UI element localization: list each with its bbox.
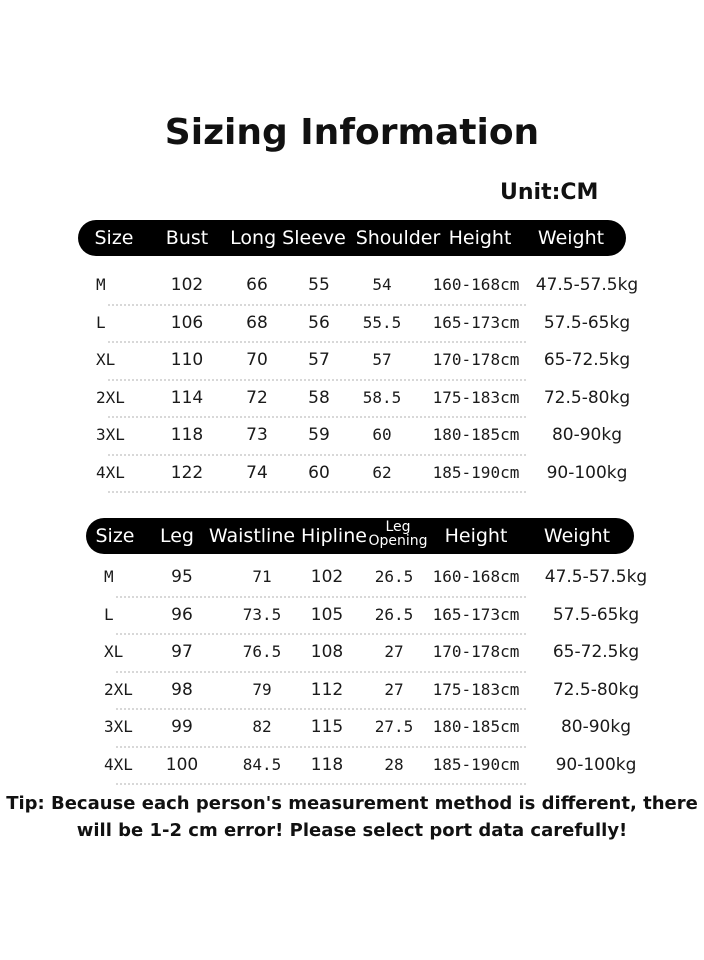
table1-header-bust: Bust: [165, 227, 209, 249]
table-cell: 118: [310, 754, 344, 775]
table-cell: 26.5: [374, 567, 414, 586]
table-cell: 108: [310, 642, 344, 662]
table-cell: M: [104, 567, 114, 586]
table-cell: 180-185cm: [432, 425, 520, 444]
table-cell: 68: [246, 312, 268, 333]
table2-header-waistline: Waistline: [208, 525, 296, 547]
table-cell: 165-173cm: [432, 604, 520, 624]
table-cell: 115: [310, 717, 344, 737]
table-row: [0, 343, 704, 377]
table-row: [0, 381, 704, 415]
table-cell: 175-183cm: [432, 679, 520, 699]
table-cell: 79: [252, 679, 272, 699]
table-row: [0, 418, 704, 452]
table-cell: 65-72.5kg: [552, 642, 640, 662]
table-cell: 65-72.5kg: [543, 350, 631, 370]
table-cell: 57.5-65kg: [543, 312, 631, 333]
table-cell: L: [96, 312, 106, 332]
table-cell: 74: [246, 462, 268, 483]
table-cell: 95: [171, 567, 193, 587]
table1-header-size: Size: [94, 227, 134, 249]
table-row: [0, 306, 704, 340]
row-divider: [116, 783, 526, 785]
table-cell: 60: [372, 425, 392, 444]
table-cell: 106: [170, 312, 204, 333]
table-cell: 27: [384, 679, 404, 699]
table-cell: 2XL: [104, 679, 133, 699]
table-cell: 55.5: [362, 312, 402, 332]
table-cell: 73: [246, 425, 268, 445]
table-cell: 62: [372, 462, 392, 482]
table-cell: XL: [104, 642, 124, 661]
table-cell: 3XL: [104, 717, 133, 736]
table2-header-weight: Weight: [543, 525, 611, 547]
table-cell: 55: [308, 275, 330, 295]
table-cell: 57: [372, 350, 392, 369]
table-row: [0, 748, 704, 782]
table-cell: 160-168cm: [432, 567, 520, 586]
table-cell: 26.5: [374, 604, 414, 624]
table-cell: 112: [310, 679, 344, 700]
table-cell: 90-100kg: [555, 754, 637, 775]
table-cell: 72: [246, 387, 268, 408]
table-cell: 58.5: [362, 387, 402, 407]
unit-label: Unit:CM: [500, 180, 599, 205]
table-cell: 110: [170, 350, 204, 370]
table-cell: 102: [310, 567, 344, 587]
table-cell: 170-178cm: [432, 350, 520, 369]
table-cell: 57: [308, 350, 330, 370]
table-cell: 58: [308, 387, 330, 408]
table1-header-long-sleeve: Long Sleeve: [230, 227, 346, 249]
page-title: Sizing Information: [164, 112, 540, 153]
tip-text: Tip: Because each person's measurement method is different, there will be 1-2 cm error! Please select port data carefully!: [6, 793, 698, 841]
table-cell: 56: [308, 312, 330, 333]
table-cell: 70: [246, 350, 268, 370]
table2-header-hipline: Hipline: [301, 525, 367, 547]
table-row: [0, 673, 704, 707]
table-cell: 66: [246, 275, 268, 295]
table-cell: 4XL: [104, 754, 133, 774]
table-cell: 3XL: [96, 425, 125, 444]
table-cell: 175-183cm: [432, 387, 520, 407]
table-cell: 185-190cm: [432, 754, 520, 774]
table-cell: 71: [252, 567, 272, 586]
table-cell: 98: [171, 679, 193, 700]
table-cell: 170-178cm: [432, 642, 520, 661]
table-cell: 102: [170, 275, 204, 295]
table-cell: 73.5: [242, 604, 282, 624]
table1-header-height: Height: [448, 227, 512, 249]
table2-header: [86, 518, 634, 554]
table2-header-height: Height: [444, 525, 508, 547]
table-cell: 114: [170, 387, 204, 408]
table-cell: 105: [310, 604, 344, 625]
table-cell: 97: [171, 642, 193, 662]
table-cell: 90-100kg: [546, 462, 628, 483]
table-row: [0, 268, 704, 302]
table-cell: 59: [308, 425, 330, 445]
table-cell: 72.5-80kg: [543, 387, 631, 408]
table-cell: M: [96, 275, 106, 294]
table-cell: 76.5: [242, 642, 282, 661]
table-cell: 82: [252, 717, 272, 736]
table-cell: 72.5-80kg: [552, 679, 640, 700]
table-cell: 54: [372, 275, 392, 294]
table-cell: 160-168cm: [432, 275, 520, 294]
table-cell: 47.5-57.5kg: [535, 275, 639, 295]
table-row: [0, 635, 704, 669]
table-cell: 27: [384, 642, 404, 661]
table-row: [0, 710, 704, 744]
table-cell: 118: [170, 425, 204, 445]
table-cell: 180-185cm: [432, 717, 520, 736]
table1-header-shoulder: Shoulder: [355, 227, 441, 249]
table-cell: 27.5: [374, 717, 414, 736]
table-cell: 2XL: [96, 387, 125, 407]
table-cell: 80-90kg: [551, 425, 623, 445]
table-cell: 28: [384, 754, 404, 774]
table-row: [0, 456, 704, 490]
row-divider: [108, 491, 526, 493]
table-cell: 96: [171, 604, 193, 625]
table-cell: XL: [96, 350, 116, 369]
table-cell: 165-173cm: [432, 312, 520, 332]
table-row: [0, 560, 704, 594]
table-cell: 100: [165, 754, 199, 775]
table-cell: 4XL: [96, 462, 125, 482]
table-cell: 47.5-57.5kg: [544, 567, 648, 587]
table1-header: [78, 220, 626, 256]
table2-header-leg: Leg: [159, 525, 194, 547]
table-cell: 80-90kg: [560, 717, 632, 737]
table-cell: 57.5-65kg: [552, 604, 640, 625]
table-cell: 84.5: [242, 754, 282, 774]
table2-header-size: Size: [95, 525, 135, 547]
table-cell: 185-190cm: [432, 462, 520, 482]
table-cell: 122: [170, 462, 204, 483]
table-cell: 60: [308, 462, 330, 483]
table1-header-weight: Weight: [537, 227, 605, 249]
table-cell: L: [104, 604, 114, 624]
table-cell: 99: [171, 717, 193, 737]
table-row: [0, 598, 704, 632]
table2-header-leg-opening: Leg Opening: [368, 519, 428, 549]
